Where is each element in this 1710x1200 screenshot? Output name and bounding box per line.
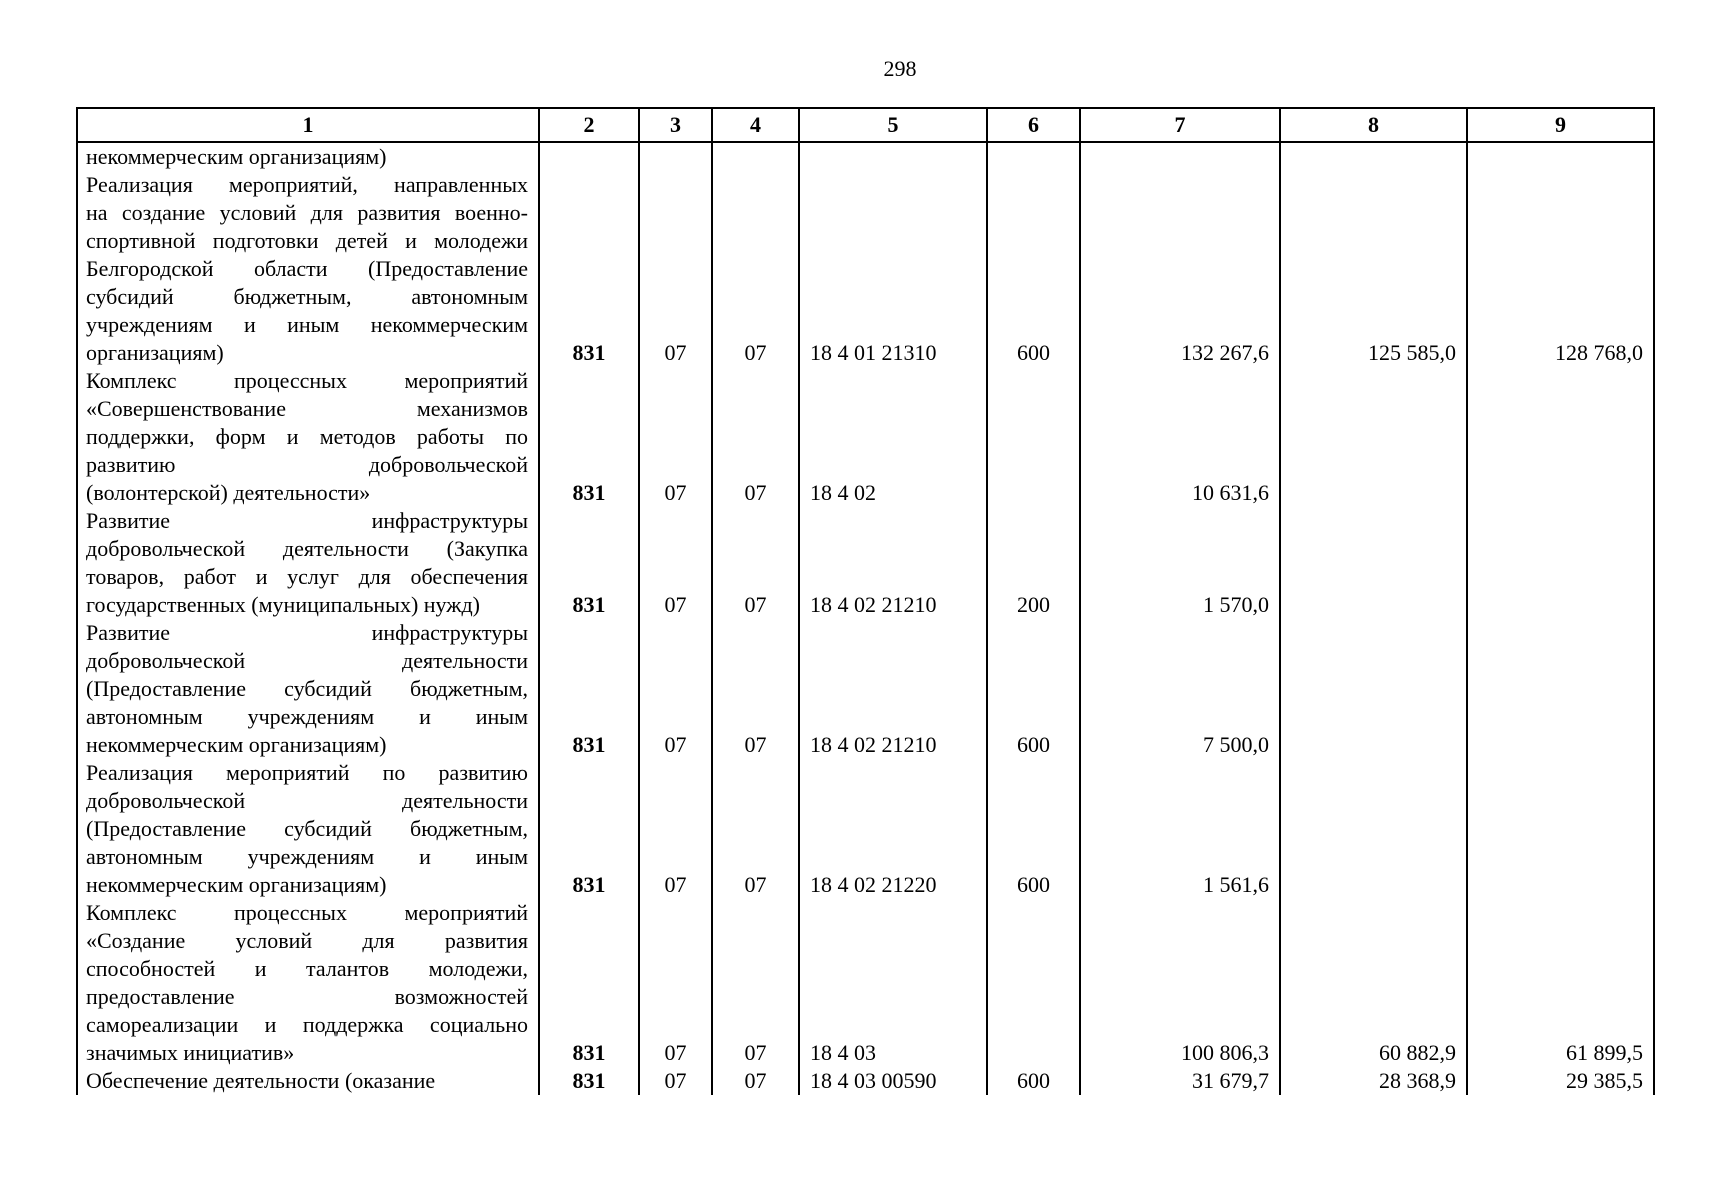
expense-type-code: 600	[987, 759, 1080, 899]
description-line: добровольческой деятельности (Закупка	[86, 536, 528, 561]
description-line: некоммерческим организациям)	[86, 732, 387, 757]
description-line: (Предоставление субсидий бюджетным,	[86, 816, 528, 841]
expense-type-code: 200	[987, 507, 1080, 619]
subsection-code	[712, 142, 799, 171]
amount-year-3	[1467, 367, 1654, 507]
header-col-6: 6	[987, 108, 1080, 142]
subsection-code: 07	[712, 171, 799, 367]
amount-year-1	[1080, 142, 1280, 171]
target-article-code: 18 4 02 21210	[799, 619, 987, 759]
description-line: добровольческой деятельности	[86, 648, 528, 673]
description-line: Развитие инфраструктуры	[86, 620, 528, 645]
amount-year-1: 132 267,6	[1080, 171, 1280, 367]
admin-code: 831	[539, 507, 639, 619]
header-col-1: 1	[77, 108, 539, 142]
header-col-2: 2	[539, 108, 639, 142]
table-row	[77, 899, 1654, 1067]
description-line: значимых инициатив»	[86, 1040, 295, 1065]
expense-type-code: 600	[987, 171, 1080, 367]
amount-year-3	[1467, 619, 1654, 759]
description-line: «Совершенствование механизмов	[86, 396, 528, 421]
amount-year-2	[1280, 759, 1467, 899]
admin-code: 831	[539, 171, 639, 367]
target-article-code: 18 4 03 00590	[799, 1067, 987, 1095]
header-col-9: 9	[1467, 108, 1654, 142]
header-col-8: 8	[1280, 108, 1467, 142]
amount-year-1: 10 631,6	[1080, 367, 1280, 507]
expense-type-code	[987, 142, 1080, 171]
header-col-4: 4	[712, 108, 799, 142]
subsection-code: 07	[712, 619, 799, 759]
header-row	[77, 108, 1654, 142]
expense-type-code: 600	[987, 1067, 1080, 1095]
admin-code: 831	[539, 899, 639, 1067]
target-article-code	[799, 142, 987, 171]
description-line: Белгородской области (Предоставление	[86, 256, 528, 281]
table-row	[77, 619, 1654, 759]
description-line: учреждениям и иным некоммерческим	[86, 312, 528, 337]
table-row	[77, 1067, 1654, 1095]
subsection-code: 07	[712, 507, 799, 619]
description-line: организациям)	[86, 340, 224, 365]
section-code: 07	[639, 1067, 712, 1095]
amount-year-3	[1467, 507, 1654, 619]
header-col-3: 3	[639, 108, 712, 142]
description-line: Развитие инфраструктуры	[86, 508, 528, 533]
section-code: 07	[639, 507, 712, 619]
amount-year-2	[1280, 619, 1467, 759]
section-code: 07	[639, 899, 712, 1067]
amount-year-3: 128 768,0	[1467, 171, 1654, 367]
description-line: способностей и талантов молодежи,	[86, 956, 528, 981]
admin-code: 831	[539, 1067, 639, 1095]
budget-table	[76, 107, 1655, 1095]
subsection-code: 07	[712, 759, 799, 899]
subsection-code: 07	[712, 1067, 799, 1095]
description-line: спортивной подготовки детей и молодежи	[86, 228, 528, 253]
amount-year-3: 29 385,5	[1467, 1067, 1654, 1095]
expense-type-code: 600	[987, 619, 1080, 759]
description-line: «Создание условий для развития	[86, 928, 528, 953]
description-line: автономным учреждениям и иным	[86, 704, 528, 729]
amount-year-2	[1280, 367, 1467, 507]
description-line: автономным учреждениям и иным	[86, 844, 528, 869]
table-row	[77, 367, 1654, 507]
admin-code: 831	[539, 759, 639, 899]
section-code	[639, 142, 712, 171]
description-line: товаров, работ и услуг для обеспечения	[86, 564, 528, 589]
expense-type-code	[987, 899, 1080, 1067]
description-line: поддержки, форм и методов работы по	[86, 424, 528, 449]
target-article-code: 18 4 02 21220	[799, 759, 987, 899]
section-code: 07	[639, 171, 712, 367]
description-line: Комплекс процессных мероприятий	[86, 900, 528, 925]
table-body	[77, 142, 1654, 1095]
description-line: государственных (муниципальных) нужд)	[86, 592, 480, 617]
header-col-7: 7	[1080, 108, 1280, 142]
section-code: 07	[639, 759, 712, 899]
table-row	[77, 171, 1654, 367]
amount-year-3: 61 899,5	[1467, 899, 1654, 1067]
description-line: некоммерческим организациям)	[86, 872, 387, 897]
table-row	[77, 142, 1654, 171]
section-code: 07	[639, 367, 712, 507]
description-line: на создание условий для развития военно-	[86, 200, 528, 225]
section-code: 07	[639, 619, 712, 759]
amount-year-3	[1467, 759, 1654, 899]
row-description	[77, 367, 539, 507]
amount-year-1: 31 679,7	[1080, 1067, 1280, 1095]
description-line: Комплекс процессных мероприятий	[86, 368, 528, 393]
description-line: самореализации и поддержка социально	[86, 1012, 528, 1037]
target-article-code: 18 4 01 21310	[799, 171, 987, 367]
table-row	[77, 507, 1654, 619]
description-line: Реализация мероприятий, направленных	[86, 172, 528, 197]
amount-year-2	[1280, 142, 1467, 171]
description-line: (Предоставление субсидий бюджетным,	[86, 676, 528, 701]
row-description	[77, 171, 539, 367]
amount-year-1: 1 561,6	[1080, 759, 1280, 899]
description-line: развитию добровольческой	[86, 452, 528, 477]
target-article-code: 18 4 03	[799, 899, 987, 1067]
amount-year-3	[1467, 142, 1654, 171]
description-line: Реализация мероприятий по развитию	[86, 760, 528, 785]
subsection-code: 07	[712, 899, 799, 1067]
description-line: некоммерческим организациям)	[86, 144, 387, 169]
row-description	[77, 1067, 539, 1095]
row-description	[77, 899, 539, 1067]
row-description	[77, 759, 539, 899]
description-line: добровольческой деятельности	[86, 788, 528, 813]
description-line: (волонтерской) деятельности»	[86, 480, 371, 505]
amount-year-1: 100 806,3	[1080, 899, 1280, 1067]
amount-year-2: 28 368,9	[1280, 1067, 1467, 1095]
admin-code: 831	[539, 367, 639, 507]
admin-code: 831	[539, 619, 639, 759]
table-row	[77, 759, 1654, 899]
amount-year-2	[1280, 507, 1467, 619]
description-line: предоставление возможностей	[86, 984, 528, 1009]
page-number: 298	[883, 56, 917, 81]
description-line: Обеспечение деятельности (оказание	[86, 1068, 436, 1093]
amount-year-1: 7 500,0	[1080, 619, 1280, 759]
amount-year-2: 60 882,9	[1280, 899, 1467, 1067]
row-description	[77, 507, 539, 619]
row-description	[77, 619, 539, 759]
amount-year-1: 1 570,0	[1080, 507, 1280, 619]
target-article-code: 18 4 02 21210	[799, 507, 987, 619]
header-col-5: 5	[799, 108, 987, 142]
description-line: субсидий бюджетным, автономным	[86, 284, 528, 309]
subsection-code: 07	[712, 367, 799, 507]
row-description	[77, 142, 539, 171]
expense-type-code	[987, 367, 1080, 507]
target-article-code: 18 4 02	[799, 367, 987, 507]
admin-code	[539, 142, 639, 171]
amount-year-2: 125 585,0	[1280, 171, 1467, 367]
